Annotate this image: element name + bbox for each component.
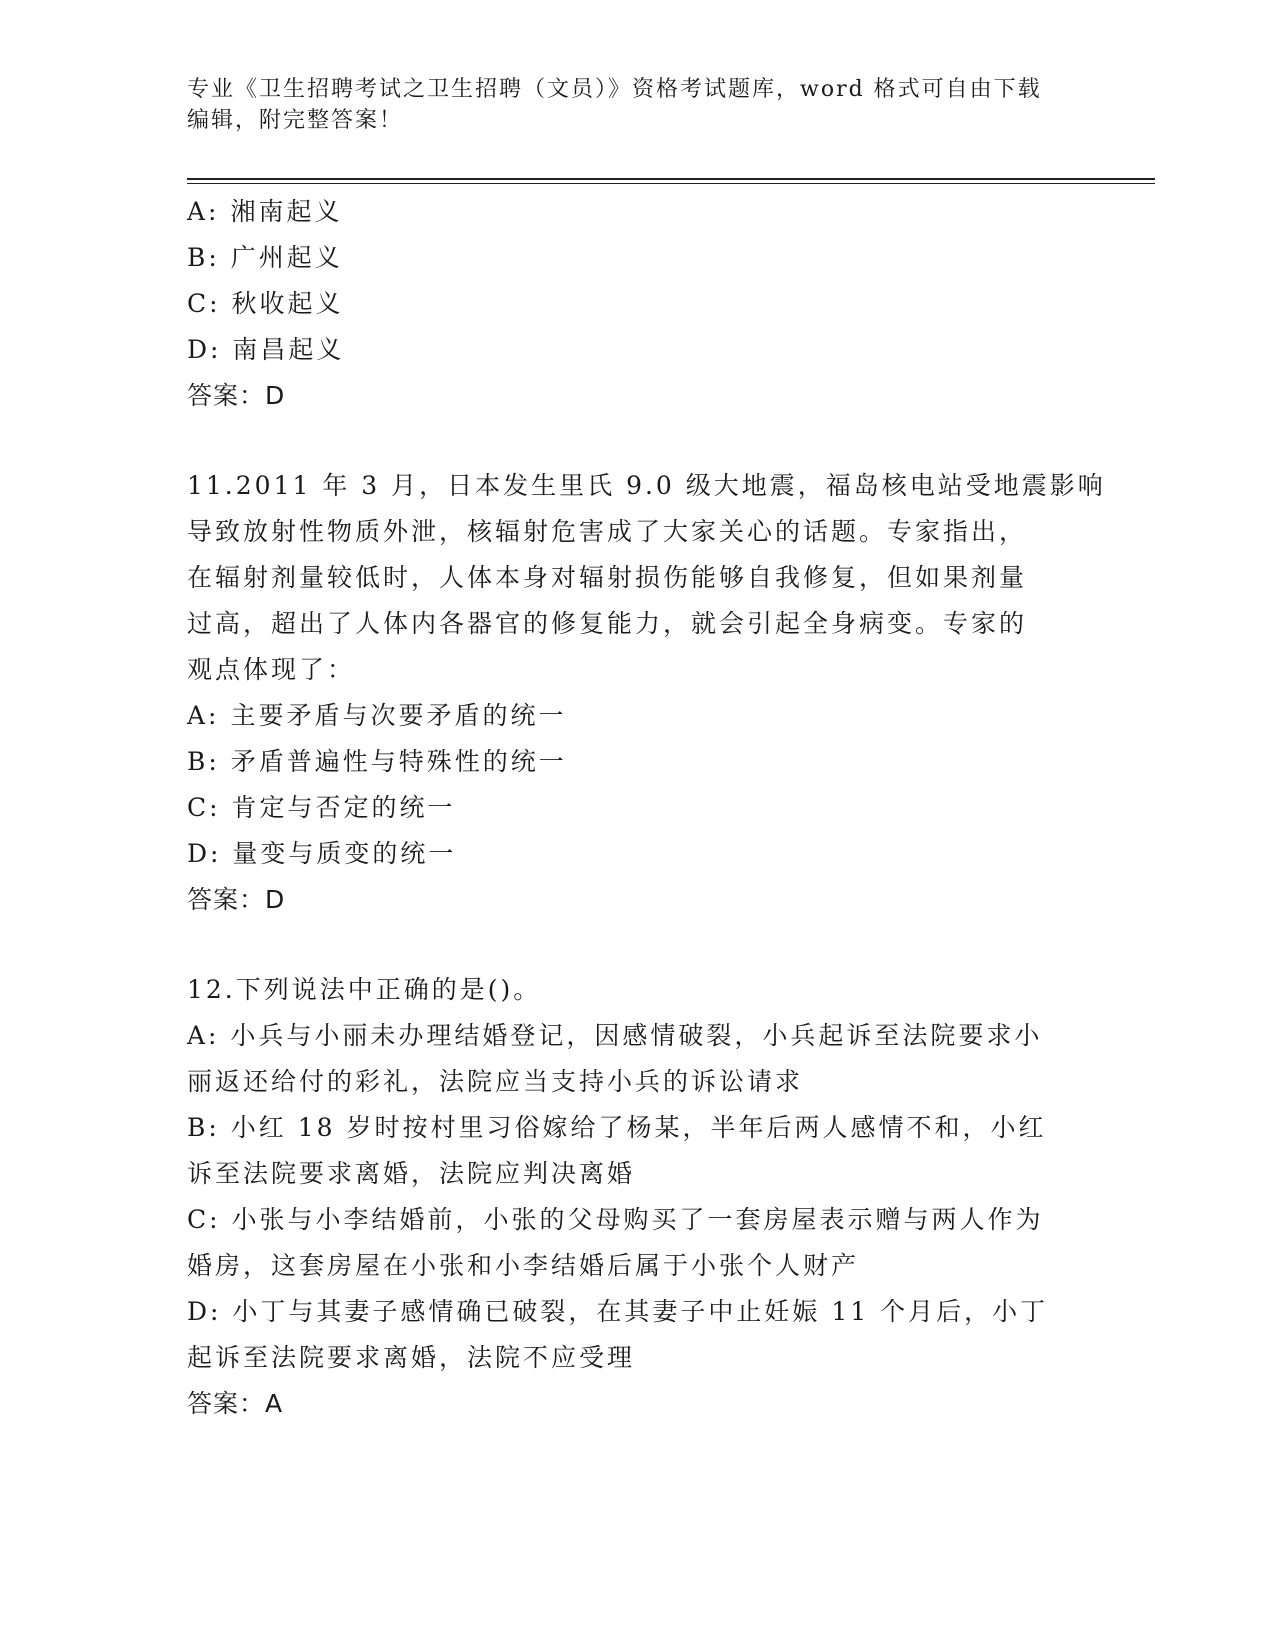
- option-key: A:: [187, 701, 220, 730]
- header-divider-thick: [187, 178, 1155, 180]
- option-key: B:: [187, 747, 220, 776]
- header-line-2: 编辑，附完整答案！: [187, 108, 404, 133]
- answer-line: 答案：D: [187, 381, 286, 410]
- option-key: B:: [187, 243, 220, 272]
- header-line-1: 专业《卫生招聘考试之卫生招聘（文员）》资格考试题库，word 格式可自由下载: [187, 77, 1042, 102]
- option-key: A:: [187, 197, 220, 226]
- header-divider-thin: [187, 183, 1155, 184]
- question-content: [187, 189, 1106, 1427]
- option-b-line-1: B: 小红 18 岁时按村里习俗嫁给了杨某，半年后两人感情不和，小红: [187, 1113, 1047, 1142]
- question-stem-line: 在辐射剂量较低时，人体本身对辐射损伤能够自我修复，但如果剂量: [187, 563, 1028, 592]
- option-c: [187, 785, 1087, 831]
- option-text: 矛盾普遍性与特殊性的统一: [230, 747, 567, 776]
- question-stem-line: 观点体现了：: [187, 655, 356, 684]
- option-d: [187, 327, 1087, 373]
- option-a-line-2: 丽返还给付的彩礼，法院应当支持小兵的诉讼请求: [187, 1067, 804, 1096]
- option-b: [187, 235, 1087, 281]
- option-key: D:: [187, 839, 222, 868]
- question-12: [187, 967, 1087, 1427]
- question-stem-line: 过高，超出了人体内各器官的修复能力，就会引起全身病变。专家的: [187, 609, 1028, 638]
- document-header: [187, 74, 1067, 136]
- answer-line: 答案：A: [187, 1389, 284, 1418]
- option-text: 主要矛盾与次要矛盾的统一: [230, 701, 567, 730]
- option-b-line-2: 诉至法院要求离婚，法院应判决离婚: [187, 1159, 636, 1188]
- option-text: 肯定与否定的统一: [231, 793, 456, 822]
- option-text: 秋收起义: [231, 289, 344, 318]
- option-c: [187, 281, 1087, 327]
- answer-line: 答案：D: [187, 885, 286, 914]
- option-key: C:: [187, 793, 221, 822]
- option-a: [187, 693, 1087, 739]
- option-c-line-2: 婚房，这套房屋在小张和小李结婚后属于小张个人财产: [187, 1251, 860, 1280]
- question-stem: 12.下列说法中正确的是()。: [187, 975, 542, 1004]
- option-text: 量变与质变的统一: [232, 839, 457, 868]
- question-11: [187, 463, 1106, 923]
- option-d-line-2: 起诉至法院要求离婚，法院不应受理: [187, 1343, 636, 1372]
- option-d-line-1: D: 小丁与其妻子感情确已破裂，在其妻子中止妊娠 11 个月后，小丁: [187, 1297, 1049, 1326]
- option-c-line-1: C: 小张与小李结婚前，小张的父母购买了一套房屋表示赠与两人作为: [187, 1205, 1044, 1234]
- option-key: C:: [187, 289, 221, 318]
- option-a: [187, 189, 1087, 235]
- option-b: [187, 739, 1087, 785]
- option-text: 南昌起义: [232, 335, 345, 364]
- option-text: 湘南起义: [230, 197, 343, 226]
- option-text: 广州起义: [230, 243, 343, 272]
- question-stem-line: 导致放射性物质外泄，核辐射危害成了大家关心的话题。专家指出，: [187, 517, 1028, 546]
- option-a-line-1: A: 小兵与小丽未办理结婚登记，因感情破裂，小兵起诉至法院要求小: [187, 1021, 1043, 1050]
- question-10: [187, 189, 1087, 419]
- question-stem-line: 11.2011 年 3 月，日本发生里氏 9.0 级大地震，福岛核电站受地震影响: [187, 471, 1106, 500]
- option-d: [187, 831, 1087, 877]
- option-key: D:: [187, 335, 222, 364]
